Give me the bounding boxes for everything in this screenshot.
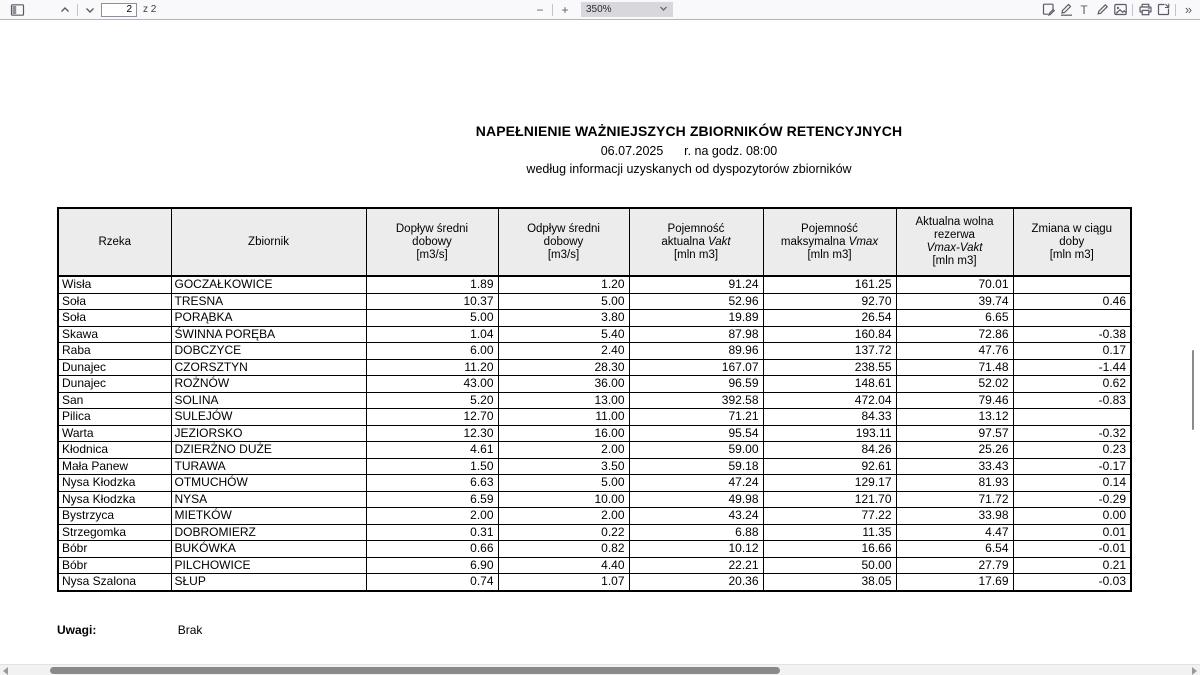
table-cell: 70.01	[896, 276, 1013, 293]
scroll-left-arrow-icon[interactable]	[3, 667, 8, 675]
column-header: Odpływ średni dobowy [m3/s]	[498, 208, 629, 276]
table-row	[58, 376, 1131, 393]
table-cell: Bystrzyca	[58, 508, 171, 525]
table-row	[58, 425, 1131, 442]
sidebar-toggle-icon	[10, 3, 25, 17]
table-cell: 52.96	[629, 293, 763, 310]
table-cell: 71.21	[629, 409, 763, 426]
table-cell: 17.69	[896, 574, 1013, 591]
table-cell: DZIERŻNO DUŻE	[171, 442, 366, 459]
table-cell: BUKÓWKA	[171, 541, 366, 558]
table-cell: -0.32	[1013, 425, 1131, 442]
table-cell: 52.02	[896, 376, 1013, 393]
table-cell: Dunajec	[58, 359, 171, 376]
toolbar-divider	[1132, 4, 1133, 16]
table-cell: 3.50	[498, 458, 629, 475]
table-cell: 121.70	[763, 491, 896, 508]
page-count-label: z 2	[143, 4, 157, 15]
table-cell: 0.23	[1013, 442, 1131, 459]
minus-icon: −	[536, 2, 544, 17]
table-cell: TRESNA	[171, 293, 366, 310]
highlight-button[interactable]	[1057, 1, 1075, 18]
more-tools-button[interactable]	[1179, 1, 1197, 18]
table-cell: 20.36	[629, 574, 763, 591]
table-cell: 11.35	[763, 524, 896, 541]
table-cell: 59.18	[629, 458, 763, 475]
next-page-button[interactable]	[81, 1, 99, 18]
pencil-icon	[1095, 2, 1110, 17]
zoom-level-select[interactable]	[581, 2, 673, 17]
edit-annotation-button[interactable]	[1039, 1, 1057, 18]
column-header: Dopływ średni dobowy [m3/s]	[366, 208, 498, 276]
save-button[interactable]	[1154, 1, 1172, 18]
toggle-sidebar-button[interactable]	[8, 1, 26, 18]
table-cell: 95.54	[629, 425, 763, 442]
table-cell: Nysa Kłodzka	[58, 491, 171, 508]
table-cell: Kłodnica	[58, 442, 171, 459]
table-cell: 6.90	[366, 557, 498, 574]
table-cell: 5.00	[366, 310, 498, 327]
table-cell: 2.00	[498, 442, 629, 459]
table-cell: 1.89	[366, 276, 498, 293]
save-icon	[1156, 2, 1171, 17]
table-cell	[1013, 310, 1131, 327]
table-cell: 1.20	[498, 276, 629, 293]
table-cell: 0.46	[1013, 293, 1131, 310]
table-cell: SOLINA	[171, 392, 366, 409]
table-cell: GOCZAŁKOWICE	[171, 276, 366, 293]
zoom-in-button[interactable]	[556, 1, 574, 18]
table-cell: 13.00	[498, 392, 629, 409]
highlighter-icon	[1059, 2, 1074, 17]
table-cell: 84.33	[763, 409, 896, 426]
table-body	[58, 276, 1131, 591]
table-row	[58, 310, 1131, 327]
table-row	[58, 442, 1131, 459]
table-cell: 6.59	[366, 491, 498, 508]
table-cell: 13.12	[896, 409, 1013, 426]
table-row	[58, 276, 1131, 293]
table-cell: 160.84	[763, 326, 896, 343]
table-cell: 4.61	[366, 442, 498, 459]
table-cell: 10.37	[366, 293, 498, 310]
table-cell: 43.00	[366, 376, 498, 393]
column-header: Aktualna wolna rezerwa Vmax-Vakt [mln m3]	[896, 208, 1013, 276]
table-cell: Nysa Kłodzka	[58, 475, 171, 492]
printer-icon	[1138, 2, 1153, 17]
table-cell: 59.00	[629, 442, 763, 459]
table-cell: 92.70	[763, 293, 896, 310]
column-header: Pojemność maksymalna Vmax [mln m3]	[763, 208, 896, 276]
table-cell: 97.57	[896, 425, 1013, 442]
table-cell: 71.48	[896, 359, 1013, 376]
table-cell: Bóbr	[58, 541, 171, 558]
table-cell: 5.40	[498, 326, 629, 343]
zoom-out-button[interactable]	[531, 1, 549, 18]
document-date-line: 06.07.2025 r. na godz. 08:00	[600, 144, 778, 158]
table-cell	[1013, 409, 1131, 426]
table-cell: 47.76	[896, 343, 1013, 360]
table-cell: MIETKÓW	[171, 508, 366, 525]
table-cell: 92.61	[763, 458, 896, 475]
scroll-right-arrow-icon[interactable]	[1192, 667, 1197, 675]
table-cell: Warta	[58, 425, 171, 442]
text-tool-icon: T	[1080, 2, 1088, 17]
table-cell: 96.59	[629, 376, 763, 393]
table-cell: 77.22	[763, 508, 896, 525]
table-cell: Wisła	[58, 276, 171, 293]
table-cell: PORĄBKA	[171, 310, 366, 327]
horizontal-scrollbar[interactable]	[0, 664, 1200, 675]
table-cell: 193.11	[763, 425, 896, 442]
table-cell: ŚWINNA PORĘBA	[171, 326, 366, 343]
table-cell: 6.65	[896, 310, 1013, 327]
table-cell: 50.00	[763, 557, 896, 574]
toolbar-divider	[77, 4, 78, 16]
table-cell: 1.50	[366, 458, 498, 475]
table-cell: Raba	[58, 343, 171, 360]
table-cell: 0.82	[498, 541, 629, 558]
vertical-scrollbar-thumb[interactable]	[1192, 350, 1194, 430]
double-chevron-right-icon: »	[1184, 2, 1192, 17]
table-cell: 33.43	[896, 458, 1013, 475]
table-cell: 2.00	[498, 508, 629, 525]
document-subtitle: według informacji uzyskanych od dyspozytorów zbiorników	[526, 162, 852, 176]
table-cell: Soła	[58, 293, 171, 310]
table-cell: Strzegomka	[58, 524, 171, 541]
table-cell: 137.72	[763, 343, 896, 360]
table-cell: 161.25	[763, 276, 896, 293]
table-cell: Nysa Szalona	[58, 574, 171, 591]
chevron-down-icon	[84, 4, 96, 16]
table-cell: 10.00	[498, 491, 629, 508]
table-cell: 2.40	[498, 343, 629, 360]
column-header: Zmiana w ciągu doby [mln m3]	[1013, 208, 1131, 276]
table-cell: -0.03	[1013, 574, 1131, 591]
table-cell: SŁUP	[171, 574, 366, 591]
table-cell: 12.30	[366, 425, 498, 442]
table-row	[58, 409, 1131, 426]
table-cell: -0.83	[1013, 392, 1131, 409]
table-cell: 1.04	[366, 326, 498, 343]
table-cell: ROŻNÓW	[171, 376, 366, 393]
table-cell: NYSA	[171, 491, 366, 508]
table-cell: 12.70	[366, 409, 498, 426]
table-cell: Dunajec	[58, 376, 171, 393]
table-cell: 0.22	[498, 524, 629, 541]
table-cell: 19.89	[629, 310, 763, 327]
table-cell: 6.88	[629, 524, 763, 541]
table-cell: 4.47	[896, 524, 1013, 541]
table-cell: 49.98	[629, 491, 763, 508]
table-row	[58, 574, 1131, 591]
document-title: NAPEŁNIENIE WAŻNIEJSZYCH ZBIORNIKÓW RETENCYJNYCH	[475, 123, 903, 139]
table-cell: 28.30	[498, 359, 629, 376]
table-row	[58, 359, 1131, 376]
table-cell: Bóbr	[58, 557, 171, 574]
table-cell: 167.07	[629, 359, 763, 376]
table-row	[58, 508, 1131, 525]
table-cell: 33.98	[896, 508, 1013, 525]
reservoir-table	[57, 207, 1132, 592]
table-cell: Pilica	[58, 409, 171, 426]
notes-value: Brak	[177, 623, 203, 637]
table-cell: 0.21	[1013, 557, 1131, 574]
table-cell: 6.54	[896, 541, 1013, 558]
table-row	[58, 392, 1131, 409]
table-cell: Skawa	[58, 326, 171, 343]
table-cell: 5.20	[366, 392, 498, 409]
table-cell: -0.29	[1013, 491, 1131, 508]
table-cell: 39.74	[896, 293, 1013, 310]
table-cell: 5.00	[498, 293, 629, 310]
table-cell: 16.66	[763, 541, 896, 558]
table-cell: 43.24	[629, 508, 763, 525]
pdf-viewer-toolbar	[0, 0, 1200, 20]
table-cell: 72.86	[896, 326, 1013, 343]
notes-row	[57, 623, 202, 637]
table-cell: 0.31	[366, 524, 498, 541]
table-cell: 22.21	[629, 557, 763, 574]
table-cell: 4.40	[498, 557, 629, 574]
table-row	[58, 541, 1131, 558]
table-cell: DOBROMIERZ	[171, 524, 366, 541]
column-header: Zbiornik	[171, 208, 366, 276]
zoom-level-value: 350%	[586, 4, 612, 15]
edit-square-pencil-icon	[1041, 2, 1056, 17]
table-cell: 6.00	[366, 343, 498, 360]
chevron-down-icon	[659, 4, 668, 16]
table-cell: TURAWA	[171, 458, 366, 475]
table-cell: 0.14	[1013, 475, 1131, 492]
table-cell: 0.66	[366, 541, 498, 558]
table-cell: 27.79	[896, 557, 1013, 574]
horizontal-scrollbar-thumb[interactable]	[50, 667, 780, 674]
table-cell: 91.24	[629, 276, 763, 293]
table-cell: San	[58, 392, 171, 409]
table-cell: 0.62	[1013, 376, 1131, 393]
table-cell	[1013, 276, 1131, 293]
table-row	[58, 557, 1131, 574]
table-cell: 5.00	[498, 475, 629, 492]
table-row	[58, 491, 1131, 508]
table-cell: DOBCZYCE	[171, 343, 366, 360]
table-cell: 238.55	[763, 359, 896, 376]
table-cell: -0.38	[1013, 326, 1131, 343]
image-icon	[1113, 2, 1128, 17]
table-cell: 0.74	[366, 574, 498, 591]
toolbar-divider	[552, 4, 553, 16]
table-row	[58, 524, 1131, 541]
table-cell: 71.72	[896, 491, 1013, 508]
page-number-input[interactable]	[101, 3, 137, 17]
table-cell: PILCHOWICE	[171, 557, 366, 574]
table-cell: 472.04	[763, 392, 896, 409]
table-cell: -1.44	[1013, 359, 1131, 376]
table-cell: 10.12	[629, 541, 763, 558]
notes-label: Uwagi:	[57, 623, 97, 637]
print-button[interactable]	[1136, 1, 1154, 18]
table-cell: 16.00	[498, 425, 629, 442]
table-cell: Mała Panew	[58, 458, 171, 475]
table-cell: 6.63	[366, 475, 498, 492]
draw-button[interactable]	[1093, 1, 1111, 18]
table-cell: SULEJÓW	[171, 409, 366, 426]
table-cell: 38.05	[763, 574, 896, 591]
table-cell: 47.24	[629, 475, 763, 492]
table-cell: 0.00	[1013, 508, 1131, 525]
table-cell: 79.46	[896, 392, 1013, 409]
table-cell: 84.26	[763, 442, 896, 459]
table-cell: JEZIORSKO	[171, 425, 366, 442]
table-cell: 129.17	[763, 475, 896, 492]
column-header: Rzeka	[58, 208, 171, 276]
table-cell: 26.54	[763, 310, 896, 327]
table-header-row	[58, 208, 1131, 276]
table-row	[58, 293, 1131, 310]
table-cell: 3.80	[498, 310, 629, 327]
table-cell: 0.17	[1013, 343, 1131, 360]
table-row	[58, 458, 1131, 475]
table-cell: 25.26	[896, 442, 1013, 459]
table-row	[58, 326, 1131, 343]
table-cell: 11.20	[366, 359, 498, 376]
column-header: Pojemność aktualna Vakt [mln m3]	[629, 208, 763, 276]
table-cell: CZORSZTYN	[171, 359, 366, 376]
table-cell: 89.96	[629, 343, 763, 360]
table-cell: 11.00	[498, 409, 629, 426]
table-cell: -0.01	[1013, 541, 1131, 558]
toolbar-divider	[1175, 4, 1176, 16]
table-cell: -0.17	[1013, 458, 1131, 475]
table-cell: 2.00	[366, 508, 498, 525]
add-text-button[interactable]	[1075, 1, 1093, 18]
table-row	[58, 343, 1131, 360]
add-image-button[interactable]	[1111, 1, 1129, 18]
table-row	[58, 475, 1131, 492]
table-cell: 1.07	[498, 574, 629, 591]
plus-icon: +	[561, 2, 569, 17]
table-cell: OTMUCHÓW	[171, 475, 366, 492]
previous-page-button[interactable]	[56, 1, 74, 18]
table-cell: 87.98	[629, 326, 763, 343]
table-cell: 148.61	[763, 376, 896, 393]
table-cell: 0.01	[1013, 524, 1131, 541]
table-cell: 36.00	[498, 376, 629, 393]
table-cell: Soła	[58, 310, 171, 327]
chevron-up-icon	[59, 4, 71, 16]
table-cell: 81.93	[896, 475, 1013, 492]
table-cell: 392.58	[629, 392, 763, 409]
